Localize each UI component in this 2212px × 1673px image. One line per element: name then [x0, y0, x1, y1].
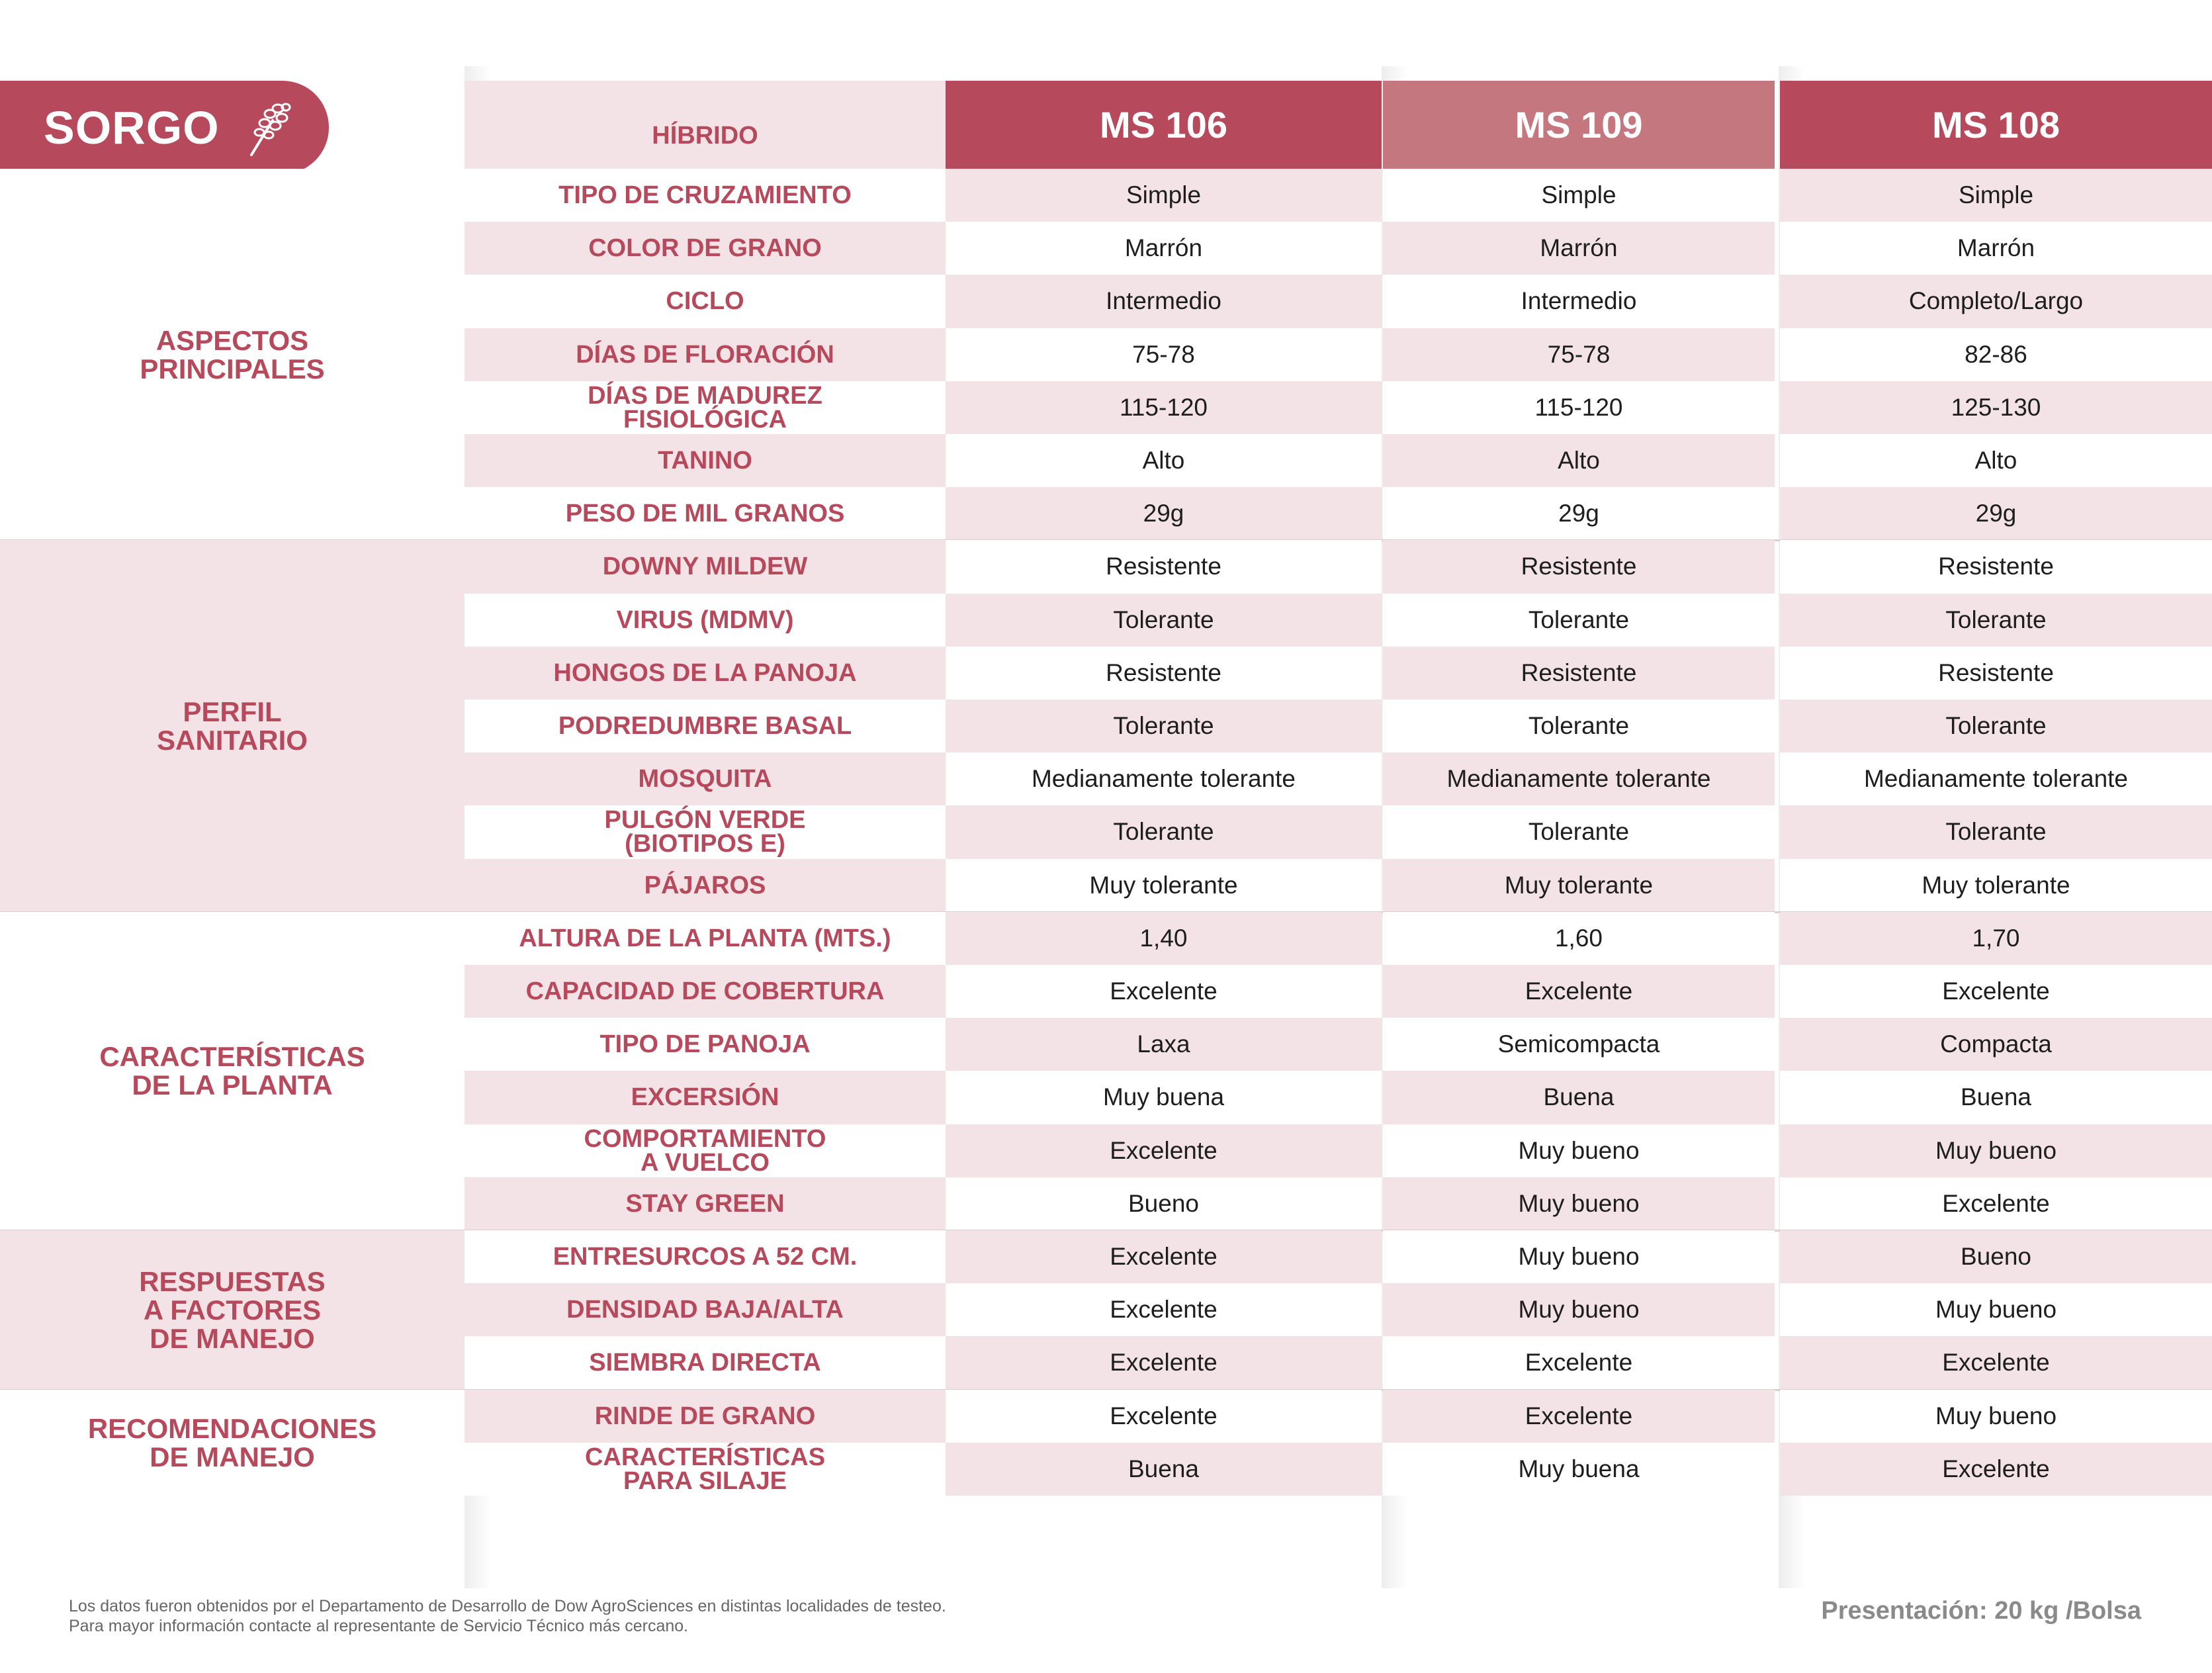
row-label: [465, 1071, 946, 1124]
row-value: Muy tolerante: [1383, 859, 1775, 912]
row-value: Excelente: [1383, 1336, 1775, 1389]
row-value: 125-130: [1780, 381, 2212, 434]
row-value: 1,60: [1383, 912, 1775, 965]
row-label-line: PÁJAROS: [644, 871, 766, 899]
row-label: [465, 594, 946, 647]
row-value: Excelente: [1780, 1336, 2212, 1389]
row-label: [465, 328, 946, 381]
row-value: Resistente: [946, 647, 1382, 700]
row-label-line: PESO DE MIL GRANOS: [565, 500, 845, 528]
row-value: 82-86: [1780, 328, 2212, 381]
section-label: [0, 540, 465, 911]
section-label-line: RECOMENDACIONES: [87, 1412, 377, 1444]
row-label-line: DÍAS DE FLORACIÓN: [576, 340, 834, 369]
row-label: [465, 222, 946, 275]
row-value: Tolerante: [1780, 594, 2212, 647]
row-value: Resistente: [1383, 540, 1775, 593]
row-value: 115-120: [1383, 381, 1775, 434]
row-value: Tolerante: [946, 594, 1382, 647]
row-value: Excelente: [1383, 965, 1775, 1018]
row-value: 115-120: [946, 381, 1382, 434]
section-label-line: ASPECTOS: [155, 324, 309, 356]
row-value: Tolerante: [946, 700, 1382, 752]
row-value: 29g: [1780, 487, 2212, 540]
row-label-line: PODREDUMBRE BASAL: [558, 712, 852, 741]
row-label-line: RINDE DE GRANO: [594, 1402, 816, 1430]
row-value: Laxa: [946, 1018, 1382, 1071]
row-value: Simple: [946, 169, 1382, 222]
footer-note: [69, 1596, 946, 1636]
row-label: [465, 912, 946, 965]
row-value: Tolerante: [1383, 594, 1775, 647]
row-label-line: SIEMBRA DIRECTA: [589, 1349, 821, 1377]
row-value: Tolerante: [1383, 700, 1775, 752]
row-value: Muy bueno: [1383, 1177, 1775, 1230]
row-value: Marrón: [1780, 222, 2212, 275]
row-label: [465, 1390, 946, 1443]
row-value: Muy buena: [946, 1071, 1382, 1124]
row-value: Compacta: [1780, 1018, 2212, 1071]
row-label-line: PARA SILAJE: [623, 1467, 787, 1495]
row-value: Resistente: [1780, 647, 2212, 700]
section-label: [0, 912, 465, 1230]
row-label-line: TIPO DE PANOJA: [599, 1030, 811, 1059]
row-value: Muy bueno: [1383, 1283, 1775, 1336]
row-value: Bueno: [1780, 1230, 2212, 1283]
row-value: Muy bueno: [1780, 1124, 2212, 1177]
row-value: Intermedio: [946, 275, 1382, 328]
row-label-line: DÍAS DE MADUREZ: [588, 381, 822, 410]
row-value: Simple: [1780, 169, 2212, 222]
section-label-line: PERFIL: [183, 696, 282, 728]
row-value: Excelente: [946, 965, 1382, 1018]
row-label-line: DOWNY MILDEW: [602, 553, 808, 581]
header-hybrid-ms108: MS 108: [1780, 81, 2212, 169]
row-value: Semicompacta: [1383, 1018, 1775, 1071]
row-value: Simple: [1383, 169, 1775, 222]
row-value: Bueno: [946, 1177, 1382, 1230]
row-value: Muy bueno: [1780, 1283, 2212, 1336]
row-label-line: STAY GREEN: [625, 1189, 785, 1218]
row-value: Excelente: [1780, 1177, 2212, 1230]
row-value: Medianamente tolerante: [946, 752, 1382, 805]
row-value: Muy tolerante: [946, 859, 1382, 912]
row-value: Excelente: [1780, 965, 2212, 1018]
row-value: 29g: [946, 487, 1382, 540]
row-value: Buena: [1383, 1071, 1775, 1124]
row-value: Buena: [946, 1443, 1382, 1496]
row-value: Excelente: [946, 1283, 1382, 1336]
section-label-line: DE LA PLANTA: [132, 1069, 333, 1101]
row-label-line: EXCERSIÓN: [631, 1083, 779, 1112]
row-value: 1,40: [946, 912, 1382, 965]
row-value: Marrón: [1383, 222, 1775, 275]
row-value: Excelente: [946, 1230, 1382, 1283]
row-value: Alto: [1383, 434, 1775, 487]
row-value: Alto: [946, 434, 1382, 487]
row-value: 75-78: [1383, 328, 1775, 381]
row-value: Tolerante: [1383, 805, 1775, 858]
row-label-line: DENSIDAD BAJA/ALTA: [566, 1296, 844, 1324]
row-value: Excelente: [946, 1390, 1382, 1443]
row-label: [465, 434, 946, 487]
sorghum-panicle-icon: [246, 98, 292, 158]
row-label-line: A VUELCO: [641, 1148, 770, 1177]
row-value: Alto: [1780, 434, 2212, 487]
row-label-line: COMPORTAMIENTO: [584, 1124, 826, 1153]
footer-presentation: Presentación: 20 kg /Bolsa: [1821, 1597, 2141, 1625]
row-value: Muy bueno: [1780, 1390, 2212, 1443]
row-value: Resistente: [946, 540, 1382, 593]
section-label: [0, 169, 465, 540]
header-hybrid-ms109: MS 109: [1383, 81, 1775, 169]
row-label: [465, 1018, 946, 1071]
row-value: Excelente: [946, 1336, 1382, 1389]
row-value: Medianamente tolerante: [1383, 752, 1775, 805]
row-value: Tolerante: [946, 805, 1382, 858]
row-value: Muy bueno: [1383, 1230, 1775, 1283]
row-value: Resistente: [1780, 540, 2212, 593]
row-value: Muy bueno: [1383, 1124, 1775, 1177]
row-label: [465, 540, 946, 593]
section-label-line: DE MANEJO: [150, 1441, 315, 1472]
row-label-line: CAPACIDAD DE COBERTURA: [525, 977, 885, 1006]
row-value: Buena: [1780, 1071, 2212, 1124]
footer-note-line1: Los datos fueron obtenidos por el Departamento de Desarrollo de Dow AgroSciences en distintas localidades de testeo.: [69, 1597, 946, 1615]
row-value: Tolerante: [1780, 700, 2212, 752]
row-value: Medianamente tolerante: [1780, 752, 2212, 805]
row-label: [465, 487, 946, 540]
row-value: Excelente: [946, 1124, 1382, 1177]
footer-note-line2: Para mayor información contacte al representante de Servicio Técnico más cercano.: [69, 1617, 689, 1635]
row-label-line: ENTRESURCOS A 52 CM.: [553, 1243, 858, 1271]
row-label: [465, 1177, 946, 1230]
section-label: [0, 1390, 465, 1496]
section-label-line: PRINCIPALES: [140, 353, 325, 384]
row-label: [465, 275, 946, 328]
row-label: [465, 859, 946, 912]
badge-title: SORGO: [44, 101, 220, 154]
row-value: 29g: [1383, 487, 1775, 540]
row-label: [465, 1230, 946, 1283]
row-label-line: TIPO DE CRUZAMIENTO: [558, 181, 852, 210]
section-label-line: SANITARIO: [157, 725, 308, 756]
row-label-line: MOSQUITA: [638, 765, 772, 793]
row-label: [465, 381, 946, 434]
row-label-line: TANINO: [658, 447, 752, 475]
row-value: Intermedio: [1383, 275, 1775, 328]
section-label-line: DE MANEJO: [150, 1322, 315, 1354]
row-label: [465, 1336, 946, 1389]
row-label: [465, 1283, 946, 1336]
row-label: [465, 169, 946, 222]
row-label-line: HONGOS DE LA PANOJA: [553, 658, 857, 687]
row-label-line: CICLO: [666, 287, 744, 316]
row-label-line: CARACTERÍSTICAS: [584, 1443, 826, 1471]
header-hybrid-ms106: MS 106: [946, 81, 1382, 169]
row-value: Excelente: [1780, 1443, 2212, 1496]
row-value: Excelente: [1383, 1390, 1775, 1443]
product-badge: [0, 81, 329, 174]
row-value: Muy tolerante: [1780, 859, 2212, 912]
row-value: Completo/Largo: [1780, 275, 2212, 328]
row-label-line: VIRUS (MDMV): [616, 606, 794, 634]
row-value: 1,70: [1780, 912, 2212, 965]
row-value: Resistente: [1383, 647, 1775, 700]
row-label: [465, 1443, 946, 1496]
row-value: Muy buena: [1383, 1443, 1775, 1496]
section-label-line: CARACTERÍSTICAS: [99, 1041, 365, 1073]
header-hybrid-label: HÍBRIDO: [465, 81, 946, 169]
row-label-line: ALTURA DE LA PLANTA (MTS.): [519, 924, 891, 952]
row-value: 75-78: [946, 328, 1382, 381]
row-value: Marrón: [946, 222, 1382, 275]
row-label-line: FISIOLÓGICA: [623, 405, 787, 433]
row-label-line: PULGÓN VERDE: [604, 806, 806, 835]
row-label: [465, 700, 946, 752]
row-label: [465, 805, 946, 858]
row-label: [465, 1124, 946, 1177]
row-value: Tolerante: [1780, 805, 2212, 858]
row-label-line: (BIOTIPOS E): [625, 830, 785, 858]
row-label: [465, 752, 946, 805]
section-label-line: A FACTORES: [143, 1294, 322, 1326]
row-label: [465, 965, 946, 1018]
section-label: [0, 1230, 465, 1390]
section-label-line: RESPUESTAS: [139, 1265, 326, 1297]
row-label: [465, 647, 946, 700]
row-label-line: COLOR DE GRANO: [588, 234, 822, 263]
